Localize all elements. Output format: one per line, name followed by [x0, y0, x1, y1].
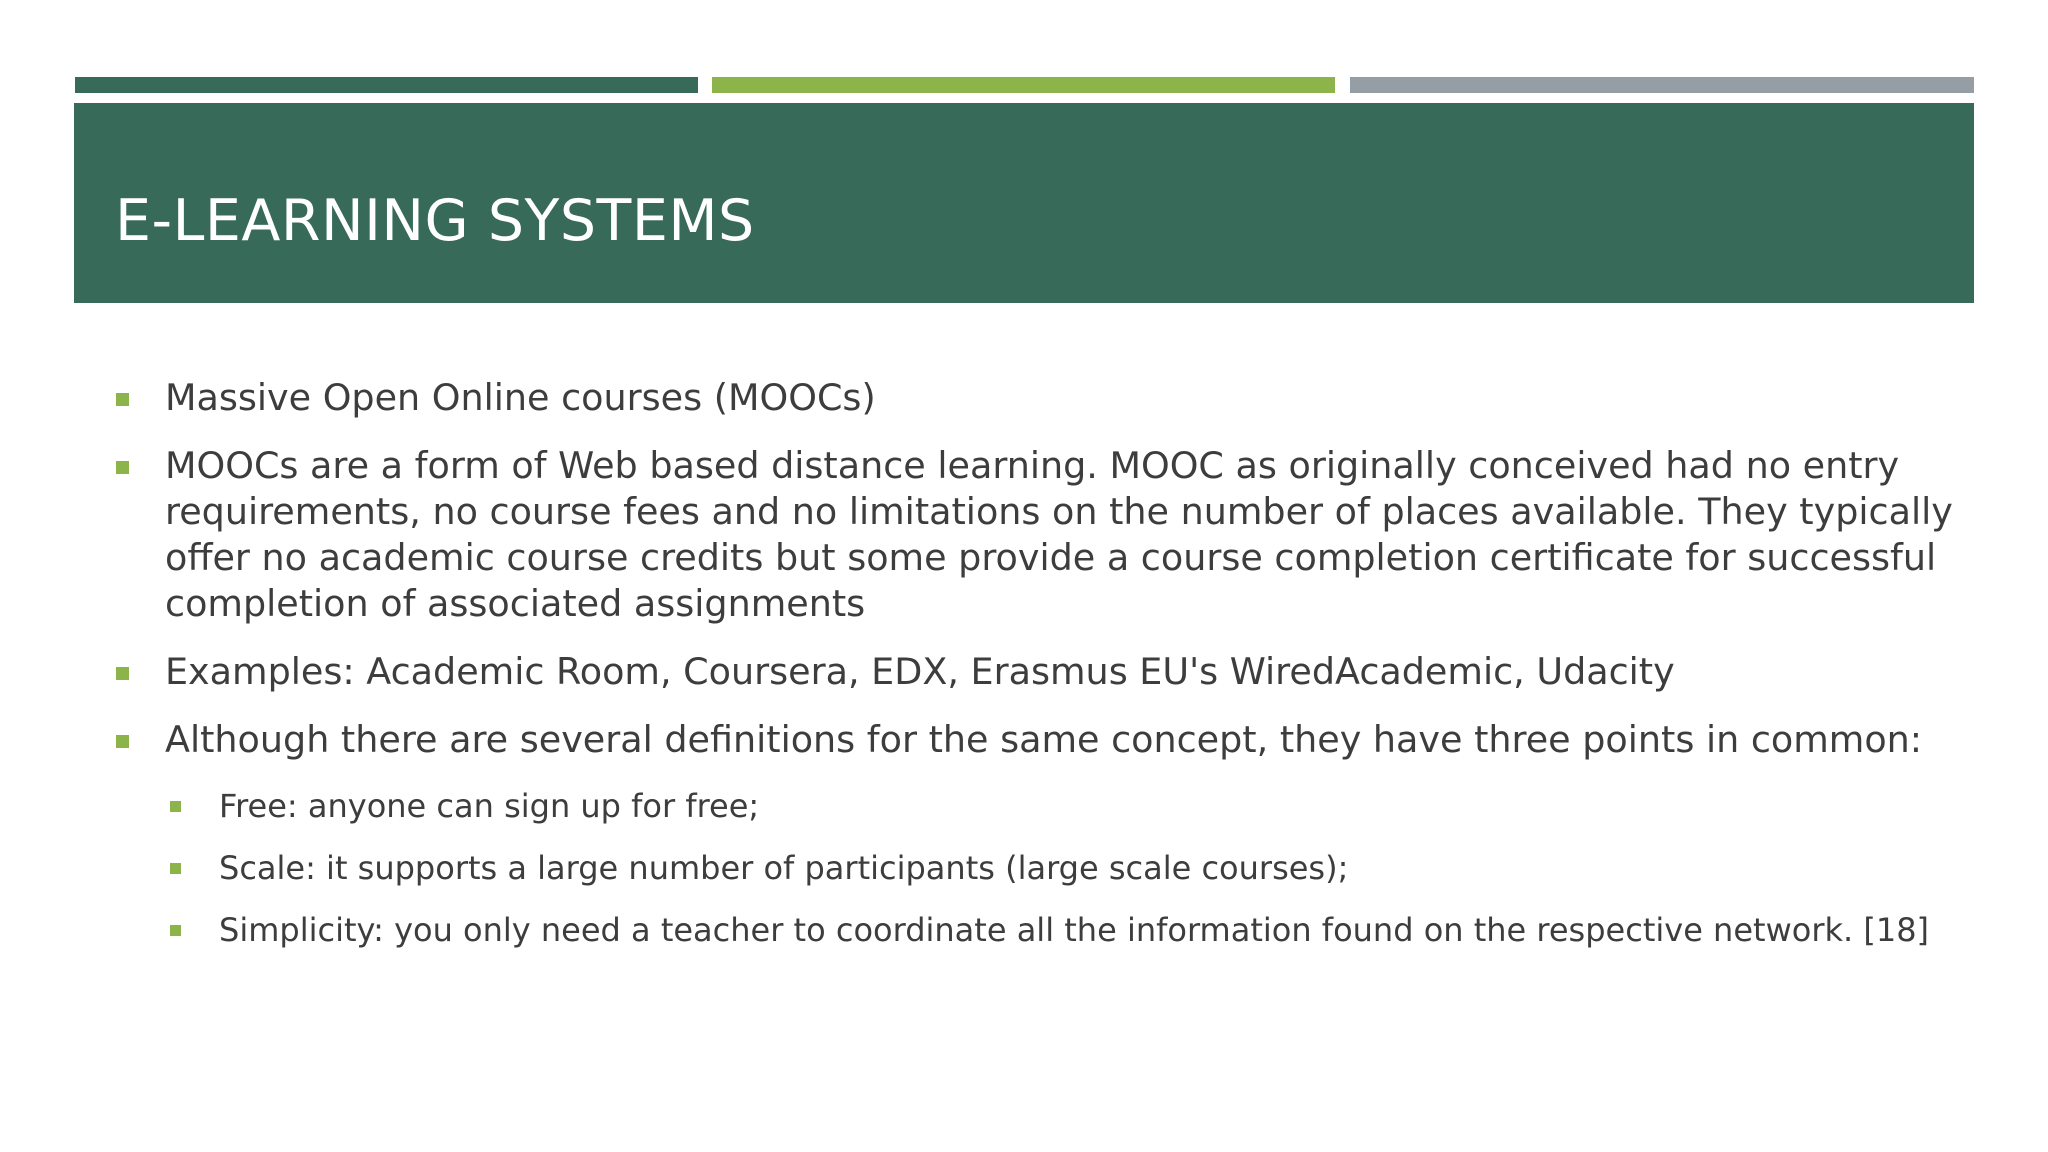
sub-bullet-item: [168, 909, 1954, 952]
slide-content: [114, 375, 1954, 971]
square-bullet-icon: [170, 863, 181, 874]
bullet-text: Although there are several definitions for the same concept, they have three points in common:: [165, 718, 1923, 761]
bullet-text: Massive Open Online courses (MOOCs): [165, 376, 876, 419]
square-bullet-icon: [116, 393, 129, 406]
square-bullet-icon: [116, 461, 129, 474]
square-bullet-icon: [170, 925, 181, 936]
accent-bar-gray: [1350, 77, 1974, 93]
bullet-item: [114, 443, 1954, 627]
sub-bullet-item: [168, 847, 1954, 890]
sub-bullet-item: [168, 785, 1954, 828]
sub-bullet-text: Free: anyone can sign up for free;: [219, 787, 760, 825]
bullet-item: [114, 717, 1954, 763]
bullet-text: MOOCs are a form of Web based distance learning. MOOC as originally conceived had no entry requirements, no course fees and no limitations on the number of places available. They typically offer no academic course credits but some provide a course completion certificate for successful completion of associated assignments: [165, 444, 1953, 625]
bullet-item: [114, 375, 1954, 421]
title-band: [74, 103, 1974, 303]
bullet-text: Examples: Academic Room, Coursera, EDX, Erasmus EU's WiredAcademic, Udacity: [165, 650, 1675, 693]
slide-title: E-LEARNING SYSTEMS: [115, 188, 755, 254]
sub-bullet-list: [114, 785, 1954, 952]
accent-bar-light-green: [712, 77, 1335, 93]
square-bullet-icon: [116, 735, 129, 748]
bullet-list: [114, 375, 1954, 763]
sub-bullet-text: Simplicity: you only need a teacher to coordinate all the information found on the respective network. [18]: [219, 911, 1930, 949]
sub-bullet-text: Scale: it supports a large number of participants (large scale courses);: [219, 849, 1349, 887]
bullet-item: [114, 649, 1954, 695]
accent-bar-dark-green: [75, 77, 698, 93]
square-bullet-icon: [170, 801, 181, 812]
square-bullet-icon: [116, 667, 129, 680]
